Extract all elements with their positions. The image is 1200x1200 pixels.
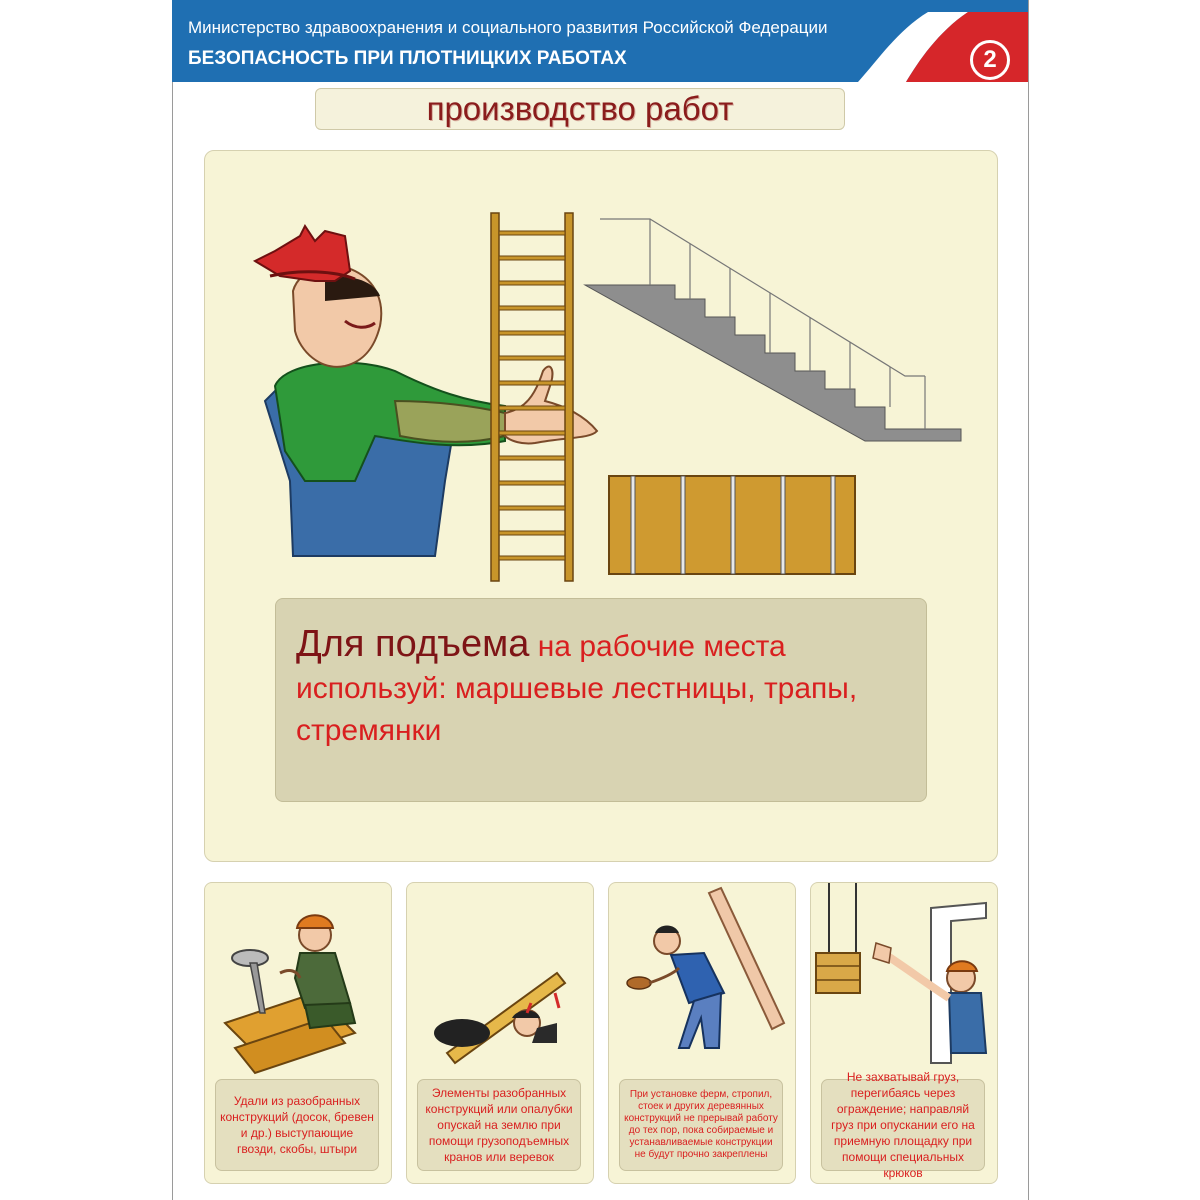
tip-caption-3: При установке ферм, стропил, стоек и других деревянных конструкций не прерывай работу до тех пор, пока собираемые и устанавливаемые конструкции не будут прочно закреплены bbox=[619, 1079, 783, 1171]
header-bar bbox=[172, 0, 1028, 82]
trap-platform-graphic bbox=[609, 476, 855, 574]
tip-caption-2: Элементы разобранных конструкций или опалубки опускай на землю при помощи грузоподъемных кранов или веревок bbox=[417, 1079, 581, 1171]
beam-graphic bbox=[447, 973, 565, 1063]
crane-load-graphic bbox=[816, 883, 860, 993]
stair-graphic bbox=[585, 219, 961, 441]
tip-caption-4: Не захватывай груз, перегибаясь через ограждение; направляй груз при опускании его на приемную площадку при помощи специальных крюков bbox=[821, 1079, 985, 1171]
nail-graphic bbox=[232, 950, 268, 1013]
nails-illustration bbox=[205, 883, 391, 1079]
tip-caption-1: Удали из разобранных конструкций (досок, бревен и др.) выступающие гвозди, скобы, штыри bbox=[215, 1079, 379, 1171]
tip-card-4 bbox=[810, 882, 998, 1184]
worker-figure bbox=[873, 943, 986, 1053]
rule-box bbox=[275, 598, 927, 802]
tip-card-1 bbox=[204, 882, 392, 1184]
falling-beam-illustration bbox=[407, 883, 593, 1079]
ministry-name: Министерство здравоохранения и социального развития Российской Федерации bbox=[188, 18, 828, 37]
main-panel bbox=[204, 150, 998, 862]
sheet-number-badge: 2 bbox=[970, 40, 1010, 80]
rule-body: на рабочие места используй: маршевые лестницы, трапы, стремянки bbox=[296, 630, 858, 747]
load-receiving-illustration bbox=[811, 883, 997, 1079]
rule-emphasis: Для подъема bbox=[296, 623, 530, 665]
main-illustration bbox=[205, 151, 997, 591]
section-title: производство работ bbox=[315, 88, 845, 130]
tip-card-2 bbox=[406, 882, 594, 1184]
worker-figure bbox=[627, 926, 724, 1049]
poster-title: БЕЗОПАСНОСТЬ ПРИ ПЛОТНИЦКИХ РАБОТАХ bbox=[188, 48, 627, 69]
tip-card-3 bbox=[608, 882, 796, 1184]
cake-plate-graphic bbox=[627, 977, 651, 989]
unsecured-structure-illustration bbox=[609, 883, 795, 1079]
rule-text bbox=[296, 623, 916, 752]
